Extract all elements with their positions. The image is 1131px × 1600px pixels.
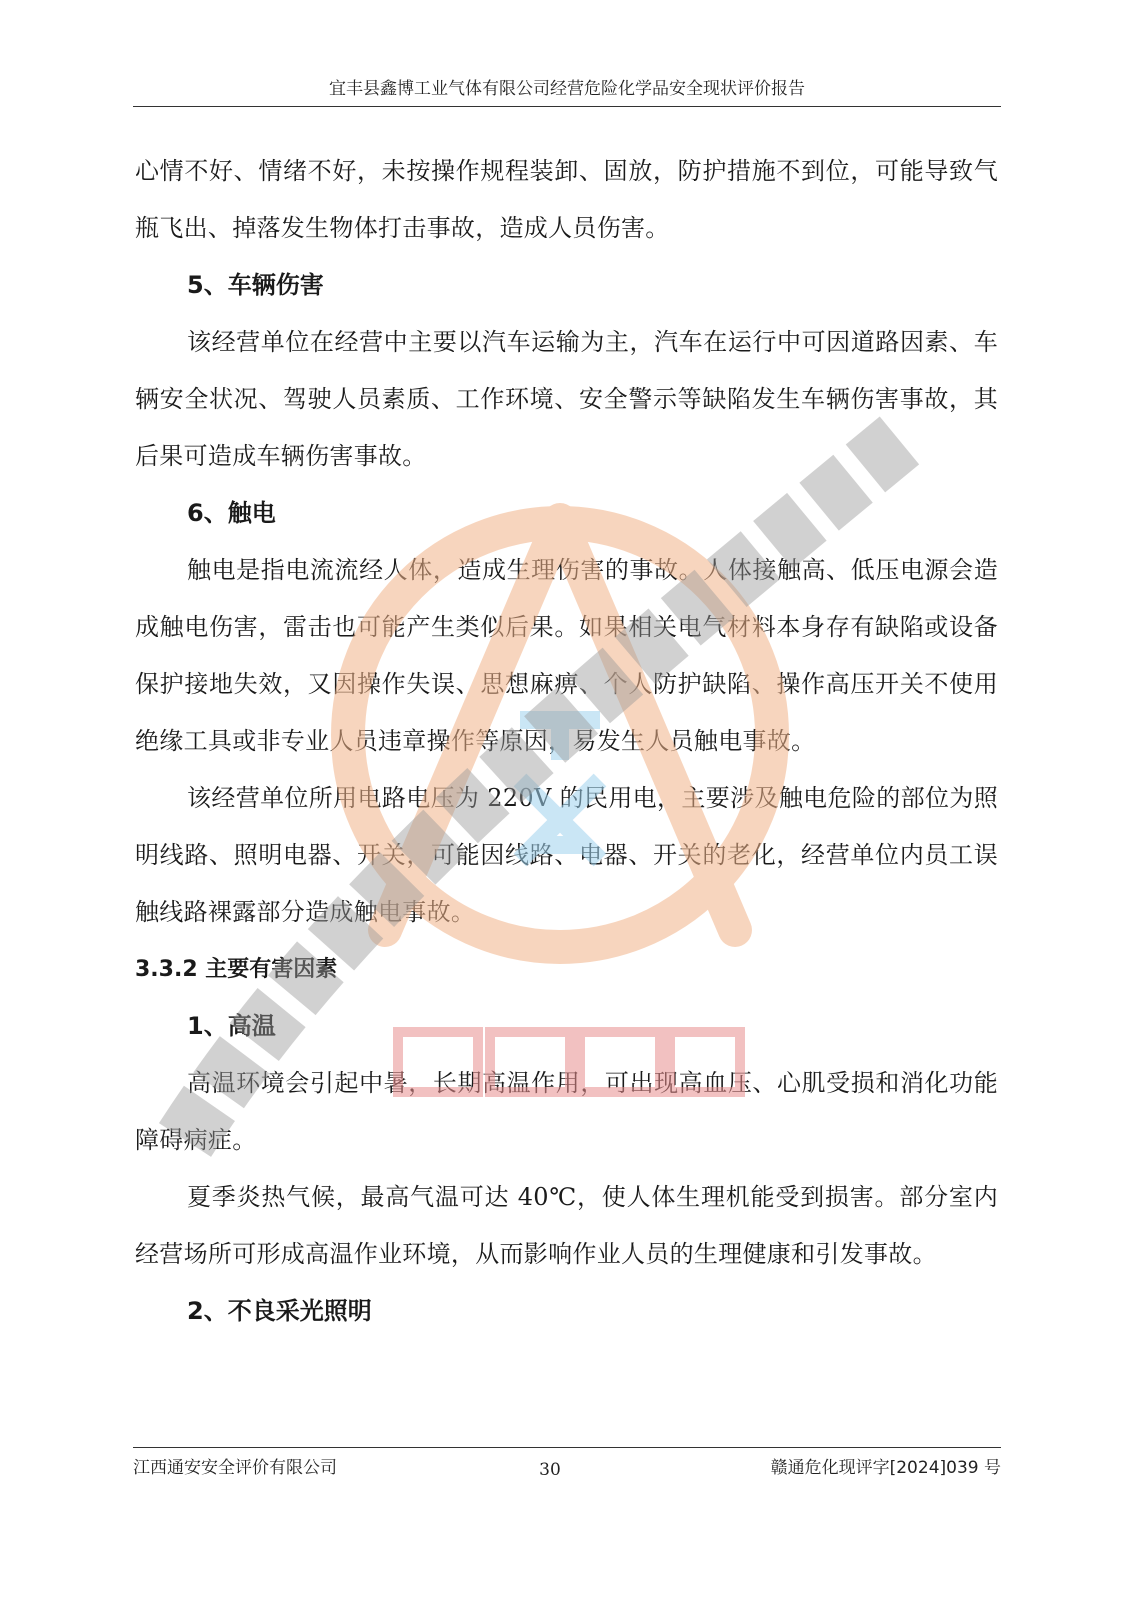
footer-divider (133, 1447, 1001, 1448)
subheading-vehicle-injury: 5、车辆伤害 (187, 271, 324, 299)
footer-document-number: 赣通危化现评字[2024]039 号 (770, 1458, 1001, 1478)
paragraph: 触电是指电流流经人体，造成生理伤害的事故。人体接触高、低压电源会造成触电伤害，雷击也可能产生类似后果。如果相关电气材料本身存有缺陷或设备保护接地失效，又因操作失误、思想麻痹、个人防护缺陷、操作高压开关不使用绝缘工具或非专业人员违章操作等原因，易发生人员触电事故。 (135, 556, 998, 755)
paragraph: 夏季炎热气候，最高气温可达 40℃，使人体生理机能受到损害。部分室内经营场所可形成高温作业环境，从而影响作业人员的生理健康和引发事故。 (135, 1183, 998, 1268)
header-divider (133, 106, 1001, 107)
paragraph: 该经营单位在经营中主要以汽车运输为主，汽车在运行中可因道路因素、车辆安全状况、驾驶人员素质、工作环境、安全警示等缺陷发生车辆伤害事故，其后果可造成车辆伤害事故。 (135, 328, 998, 470)
section-heading: 3.3.2 主要有害因素 (135, 957, 338, 982)
document-body (135, 143, 998, 1340)
subheading-high-temperature: 1、高温 (187, 1012, 276, 1040)
paragraph: 心情不好、情绪不好，未按操作规程装卸、固放，防护措施不到位，可能导致气瓶飞出、掉落发生物体打击事故，造成人员伤害。 (135, 157, 998, 242)
footer-company: 江西通安安全评价有限公司 (133, 1458, 337, 1478)
paragraph: 高温环境会引起中暑，长期高温作用，可出现高血压、心肌受损和消化功能障碍病症。 (135, 1069, 998, 1154)
paragraph: 该经营单位所用电路电压为 220V 的民用电，主要涉及触电危险的部位为照明线路、照明电器、开关，可能因线路、电器、开关的老化，经营单位内员工误触线路裸露部分造成触电事故。 (135, 784, 998, 926)
page-number: 30 (539, 1460, 561, 1480)
page-header: 宜丰县鑫博工业气体有限公司经营危险化学品安全现状评价报告 (329, 79, 805, 99)
subheading-poor-lighting: 2、不良采光照明 (187, 1297, 372, 1325)
subheading-electric-shock: 6、触电 (187, 499, 276, 527)
